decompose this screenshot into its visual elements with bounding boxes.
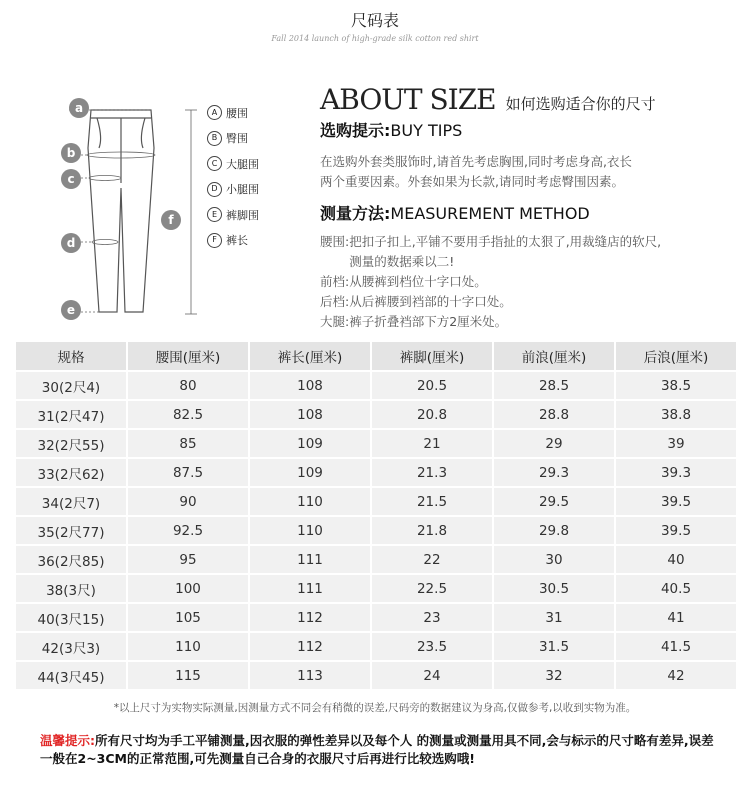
column-header: 规格 xyxy=(16,342,126,370)
measure-item-front-rise xyxy=(320,272,750,292)
legend-item-a xyxy=(207,100,259,126)
table-row xyxy=(16,575,736,602)
table-cell: 32 xyxy=(494,662,614,689)
marker-b: b xyxy=(66,146,76,160)
table-row xyxy=(16,401,736,428)
table-cell: 21.8 xyxy=(372,517,492,544)
measure-item-back-rise xyxy=(320,292,750,312)
table-cell: 29.8 xyxy=(494,517,614,544)
measure-item-waist xyxy=(320,232,750,272)
table-cell: 112 xyxy=(250,604,370,631)
legend-label: 大腿围 xyxy=(226,157,259,171)
table-row xyxy=(16,372,736,399)
table-cell: 21.3 xyxy=(372,459,492,486)
table-row xyxy=(16,546,736,573)
table-cell: 111 xyxy=(250,546,370,573)
table-cell: 80 xyxy=(128,372,248,399)
measure-label: 大腿: xyxy=(320,314,350,329)
table-cell: 41 xyxy=(616,604,736,631)
column-header: 腰围(厘米) xyxy=(128,342,248,370)
table-cell: 109 xyxy=(250,459,370,486)
warm-tip-text: 所有尺寸均为手工平铺测量,因衣服的弹性差异以及每个人 的测量或测量用具不同,会与标示的尺寸略有差异,误差一般在2~3CM的正常范围,可先测量自己合身的衣服尺寸后再进行比较选购哦! xyxy=(40,733,714,766)
page-subtitle: Fall 2014 launch of high-grade silk cotton red shirt xyxy=(271,34,479,43)
table-cell: 23.5 xyxy=(372,633,492,660)
table-row xyxy=(16,633,736,660)
table-cell: 38.5 xyxy=(616,372,736,399)
legend-item-d xyxy=(207,177,259,203)
measure-text: 裤子折叠裆部下方2厘米处。 xyxy=(349,314,508,329)
table-cell: 34(2尺7) xyxy=(16,488,126,515)
table-row xyxy=(16,430,736,457)
table-row xyxy=(16,459,736,486)
measure-text: 从后裤腰到裆部的十字口处。 xyxy=(349,294,512,309)
column-header: 裤长(厘米) xyxy=(250,342,370,370)
table-cell: 41.5 xyxy=(616,633,736,660)
legend-item-b xyxy=(207,126,259,152)
legend-item-e xyxy=(207,202,259,228)
table-cell: 28.5 xyxy=(494,372,614,399)
table-cell: 31(2尺47) xyxy=(16,401,126,428)
table-cell: 32(2尺55) xyxy=(16,430,126,457)
table-cell: 29.5 xyxy=(494,488,614,515)
warm-tip xyxy=(40,732,720,768)
table-cell: 24 xyxy=(372,662,492,689)
table-cell: 33(2尺62) xyxy=(16,459,126,486)
measure-text: 从腰裤到档位十字口处。 xyxy=(349,274,487,289)
legend-label: 裤长 xyxy=(226,234,248,248)
table-cell: 39.3 xyxy=(616,459,736,486)
table-cell: 110 xyxy=(250,517,370,544)
table-cell: 109 xyxy=(250,430,370,457)
table-cell: 22.5 xyxy=(372,575,492,602)
table-cell: 115 xyxy=(128,662,248,689)
measurement-list xyxy=(320,232,750,332)
table-cell: 38.8 xyxy=(616,401,736,428)
table-row xyxy=(16,488,736,515)
buy-tips-text xyxy=(320,152,730,192)
table-cell: 112 xyxy=(250,633,370,660)
table-cell: 82.5 xyxy=(128,401,248,428)
table-cell: 31 xyxy=(494,604,614,631)
measure-line: 测量的数据乘以二! xyxy=(349,254,455,269)
measure-item-thigh xyxy=(320,312,750,332)
table-cell: 110 xyxy=(128,633,248,660)
table-row xyxy=(16,662,736,689)
marker-e: e xyxy=(66,303,76,317)
table-cell: 23 xyxy=(372,604,492,631)
table-cell: 110 xyxy=(250,488,370,515)
about-size-heading xyxy=(320,83,656,116)
table-cell: 40(3尺15) xyxy=(16,604,126,631)
measurement-note: *以上尺寸为实物实际测量,因测量方式不同会有稍微的误差,尺码旁的数据建议为身高,仅做参考,以收到实物为准。 xyxy=(113,702,637,714)
table-cell: 40 xyxy=(616,546,736,573)
table-cell: 36(2尺85) xyxy=(16,546,126,573)
marker-a: a xyxy=(74,101,84,115)
table-cell: 90 xyxy=(128,488,248,515)
table-cell: 113 xyxy=(250,662,370,689)
table-cell: 44(3尺45) xyxy=(16,662,126,689)
table-cell: 21.5 xyxy=(372,488,492,515)
buy-tips-heading xyxy=(320,118,462,141)
table-header-row xyxy=(16,342,736,370)
measure-line: 把扣子扣上,平铺不要用手指扯的太狠了,用裁缝店的软尺, xyxy=(349,234,662,249)
table-cell: 108 xyxy=(250,401,370,428)
table-cell: 21 xyxy=(372,430,492,457)
about-size-en: ABOUT SIZE xyxy=(320,83,496,116)
measurement-cn: 测量方法: xyxy=(320,204,391,223)
legend-label: 臀围 xyxy=(226,132,248,146)
measurement-heading xyxy=(320,201,590,224)
legend-label: 小腿围 xyxy=(226,183,259,197)
column-header: 裤脚(厘米) xyxy=(372,342,492,370)
table-cell: 28.8 xyxy=(494,401,614,428)
table-row xyxy=(16,517,736,544)
measure-text xyxy=(349,232,661,272)
table-row xyxy=(16,604,736,631)
letter-f-icon: F xyxy=(207,233,222,248)
letter-a-icon: A xyxy=(207,105,222,120)
table-cell: 29 xyxy=(494,430,614,457)
marker-c: c xyxy=(67,172,75,186)
table-cell: 39.5 xyxy=(616,488,736,515)
tips-line: 在选购外套类服饰时,请首先考虑胸围,同时考虑身高,衣长 xyxy=(320,154,632,169)
table-cell: 29.3 xyxy=(494,459,614,486)
measure-label: 前档: xyxy=(320,274,350,289)
table-cell: 30(2尺4) xyxy=(16,372,126,399)
table-cell: 108 xyxy=(250,372,370,399)
table-cell: 22 xyxy=(372,546,492,573)
measure-label: 后档: xyxy=(320,294,350,309)
pants-diagram xyxy=(55,88,205,323)
page-title: 尺码表 xyxy=(350,11,399,30)
marker-f: f xyxy=(168,213,174,227)
about-size-cn: 如何选购适合你的尺寸 xyxy=(505,95,656,113)
column-header: 后浪(厘米) xyxy=(616,342,736,370)
buy-tips-cn: 选购提示: xyxy=(320,121,391,140)
marker-d: d xyxy=(66,236,76,250)
tips-line: 两个重要因素。外套如果为长款,请同时考虑臀围因素。 xyxy=(320,174,624,189)
buy-tips-en: BUY TIPS xyxy=(390,121,463,140)
legend-item-c xyxy=(207,151,259,177)
table-cell: 35(2尺77) xyxy=(16,517,126,544)
table-cell: 42(3尺3) xyxy=(16,633,126,660)
table-cell: 20.5 xyxy=(372,372,492,399)
table-cell: 30.5 xyxy=(494,575,614,602)
legend-label: 腰围 xyxy=(226,106,248,120)
letter-b-icon: B xyxy=(207,131,222,146)
table-cell: 39.5 xyxy=(616,517,736,544)
table-cell: 42 xyxy=(616,662,736,689)
letter-d-icon: D xyxy=(207,182,222,197)
legend-item-f xyxy=(207,228,259,254)
table-cell: 111 xyxy=(250,575,370,602)
table-cell: 87.5 xyxy=(128,459,248,486)
table-cell: 100 xyxy=(128,575,248,602)
measure-label: 腰围: xyxy=(320,234,350,249)
table-cell: 31.5 xyxy=(494,633,614,660)
measurement-en: MEASUREMENT METHOD xyxy=(390,204,590,223)
table-cell: 92.5 xyxy=(128,517,248,544)
table-cell: 40.5 xyxy=(616,575,736,602)
table-cell: 20.8 xyxy=(372,401,492,428)
legend xyxy=(207,100,259,253)
table-cell: 38(3尺) xyxy=(16,575,126,602)
legend-label: 裤脚围 xyxy=(226,208,259,222)
table-cell: 105 xyxy=(128,604,248,631)
table-cell: 30 xyxy=(494,546,614,573)
table-cell: 95 xyxy=(128,546,248,573)
column-header: 前浪(厘米) xyxy=(494,342,614,370)
table-cell: 39 xyxy=(616,430,736,457)
letter-e-icon: E xyxy=(207,207,222,222)
letter-c-icon: C xyxy=(207,156,222,171)
table-cell: 85 xyxy=(128,430,248,457)
warm-tip-label: 温馨提示: xyxy=(40,733,95,748)
size-table xyxy=(14,340,738,691)
